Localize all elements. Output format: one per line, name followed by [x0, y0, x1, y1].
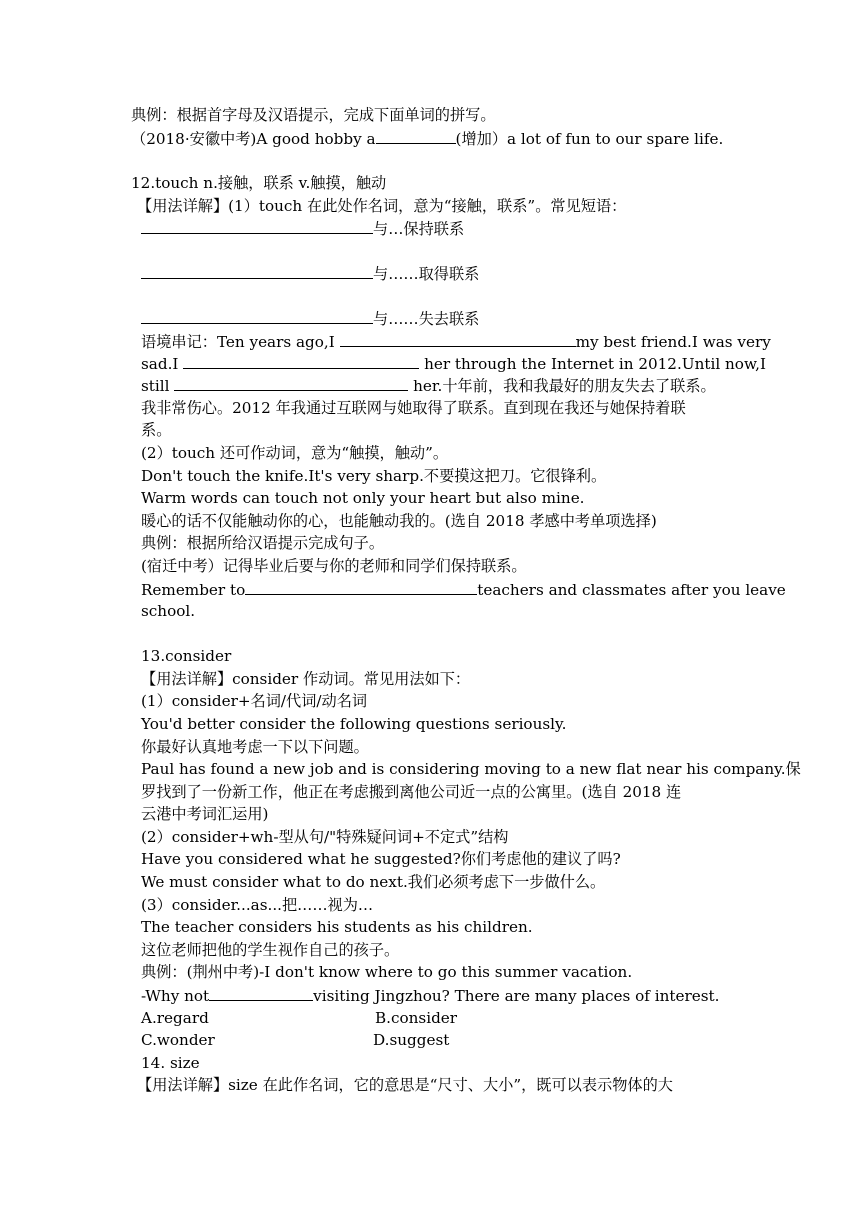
vocab-heading-size: 14. size [141, 1054, 200, 1072]
phrase-line-lose-touch: 与……失去联系 [141, 307, 745, 330]
exercise-line-remember: Remember to teachers and classmates after you leave [141, 578, 745, 601]
answer-blank[interactable] [183, 352, 419, 369]
example-translation-paul: 罗找到了一份新工作，他正在考虑搬到离他公司近一点的公寓里。(选自 2018 连 [141, 783, 682, 801]
example-heading-3: 典例：(荆州中考)-I don't know where to go this summer vacation. [141, 963, 633, 981]
example-sentence-suggested: Have you considered what he suggested?你们考虑他的建议了吗? [141, 850, 621, 868]
context-line-4: 我非常伤心。2012 年我通过互联网与她取得了联系。直到现在我还与她保持着联 [141, 399, 686, 417]
choice-row-2 [141, 1029, 745, 1051]
phrase-line-keep-in-touch: 与…保持联系 [141, 217, 745, 240]
example-heading-2: 典例：根据所给汉语提示完成句子。 [141, 534, 384, 552]
usage-heading-consider: 【用法详解】consider 作动词。常见用法如下： [141, 670, 471, 688]
choice-b[interactable]: B.consider [375, 1009, 458, 1027]
example-translation-questions: 你最好认真地考虑一下以下问题。 [141, 738, 369, 756]
context-line-5: 系。 [141, 421, 172, 439]
usage-point-2: (2）touch 还可作动词，意为“触摸，触动”。 [141, 444, 449, 462]
exercise-line-hobby: （2018·安徽中考)A good hobby a (增加）a lot of fun to our spare life. [131, 127, 735, 150]
answer-blank[interactable] [209, 984, 313, 1001]
context-line-2: sad.I her through the Internet in 2012.Until now,I [141, 352, 745, 375]
exercise-prompt-suqian: (宿迁中考）记得毕业后要与你的老师和同学们保持联系。 [141, 557, 527, 575]
vocab-heading-touch: 12.touch n.接触，联系 v.触摸，触动 [131, 174, 387, 192]
example-sentence-paul: Paul has found a new job and is considering moving to a new flat near his company.保 [141, 760, 801, 778]
example-translation-teacher: 这位老师把他的学生视作自己的孩子。 [141, 941, 400, 959]
example-sentence-teacher: The teacher considers his students as his children. [141, 918, 533, 936]
usage-heading-size: 【用法详解】size 在此作名词，它的意思是“尺寸、大小”，既可以表示物体的大 [137, 1076, 673, 1094]
exercise-line-school: school. [141, 602, 196, 620]
vocab-heading-consider: 13.consider [141, 647, 232, 665]
choice-d[interactable]: D.suggest [373, 1031, 450, 1049]
usage-point-consider-1: (1）consider+名词/代词/动名词 [141, 692, 368, 710]
answer-blank[interactable] [174, 374, 408, 391]
example-heading-1: 典例：根据首字母及汉语提示，完成下面单词的拼写。 [131, 106, 496, 124]
answer-blank[interactable] [245, 578, 477, 595]
choice-row-1 [141, 1007, 745, 1029]
usage-heading-touch: 【用法详解】(1）touch 在此处作名词，意为“接触，联系”。常见短语： [137, 197, 627, 215]
answer-blank[interactable] [141, 262, 373, 279]
example-sentence-questions: You'd better consider the following questions seriously. [141, 715, 567, 733]
answer-blank[interactable] [376, 127, 456, 144]
example-sentence-warm-words: Warm words can touch not only your heart but also mine. [141, 489, 585, 507]
context-line-1: 语境串记：Ten years ago,I my best friend.I was very [141, 330, 745, 353]
choice-c[interactable]: C.wonder [141, 1031, 215, 1049]
answer-blank[interactable] [340, 330, 576, 347]
example-sentence-next: We must consider what to do next.我们必须考虑下一步做什么。 [141, 873, 606, 891]
usage-point-consider-3: (3）consider...as...把……视为… [141, 896, 374, 914]
usage-point-consider-2: (2）consider+wh-型从句/"特殊疑问词+不定式”结构 [141, 828, 509, 846]
choice-a[interactable]: A.regard [141, 1009, 209, 1027]
example-translation-warm-words: 暖心的话不仅能触动你的心，也能触动我的。(选自 2018 孝感中考单项选择) [141, 512, 657, 530]
answer-blank[interactable] [141, 307, 373, 324]
example-source-paul: 云港中考词汇运用) [141, 805, 269, 823]
context-line-3: still her.十年前，我和我最好的朋友失去了联系。 [141, 374, 745, 397]
exercise-line-why-not: -Why not visiting Jingzhou? There are many places of interest. [141, 984, 745, 1007]
answer-blank[interactable] [141, 217, 373, 234]
phrase-line-get-in-touch: 与……取得联系 [141, 262, 745, 285]
example-sentence-knife: Don't touch the knife.It's very sharp.不要摸这把刀。它很锋利。 [141, 467, 607, 485]
